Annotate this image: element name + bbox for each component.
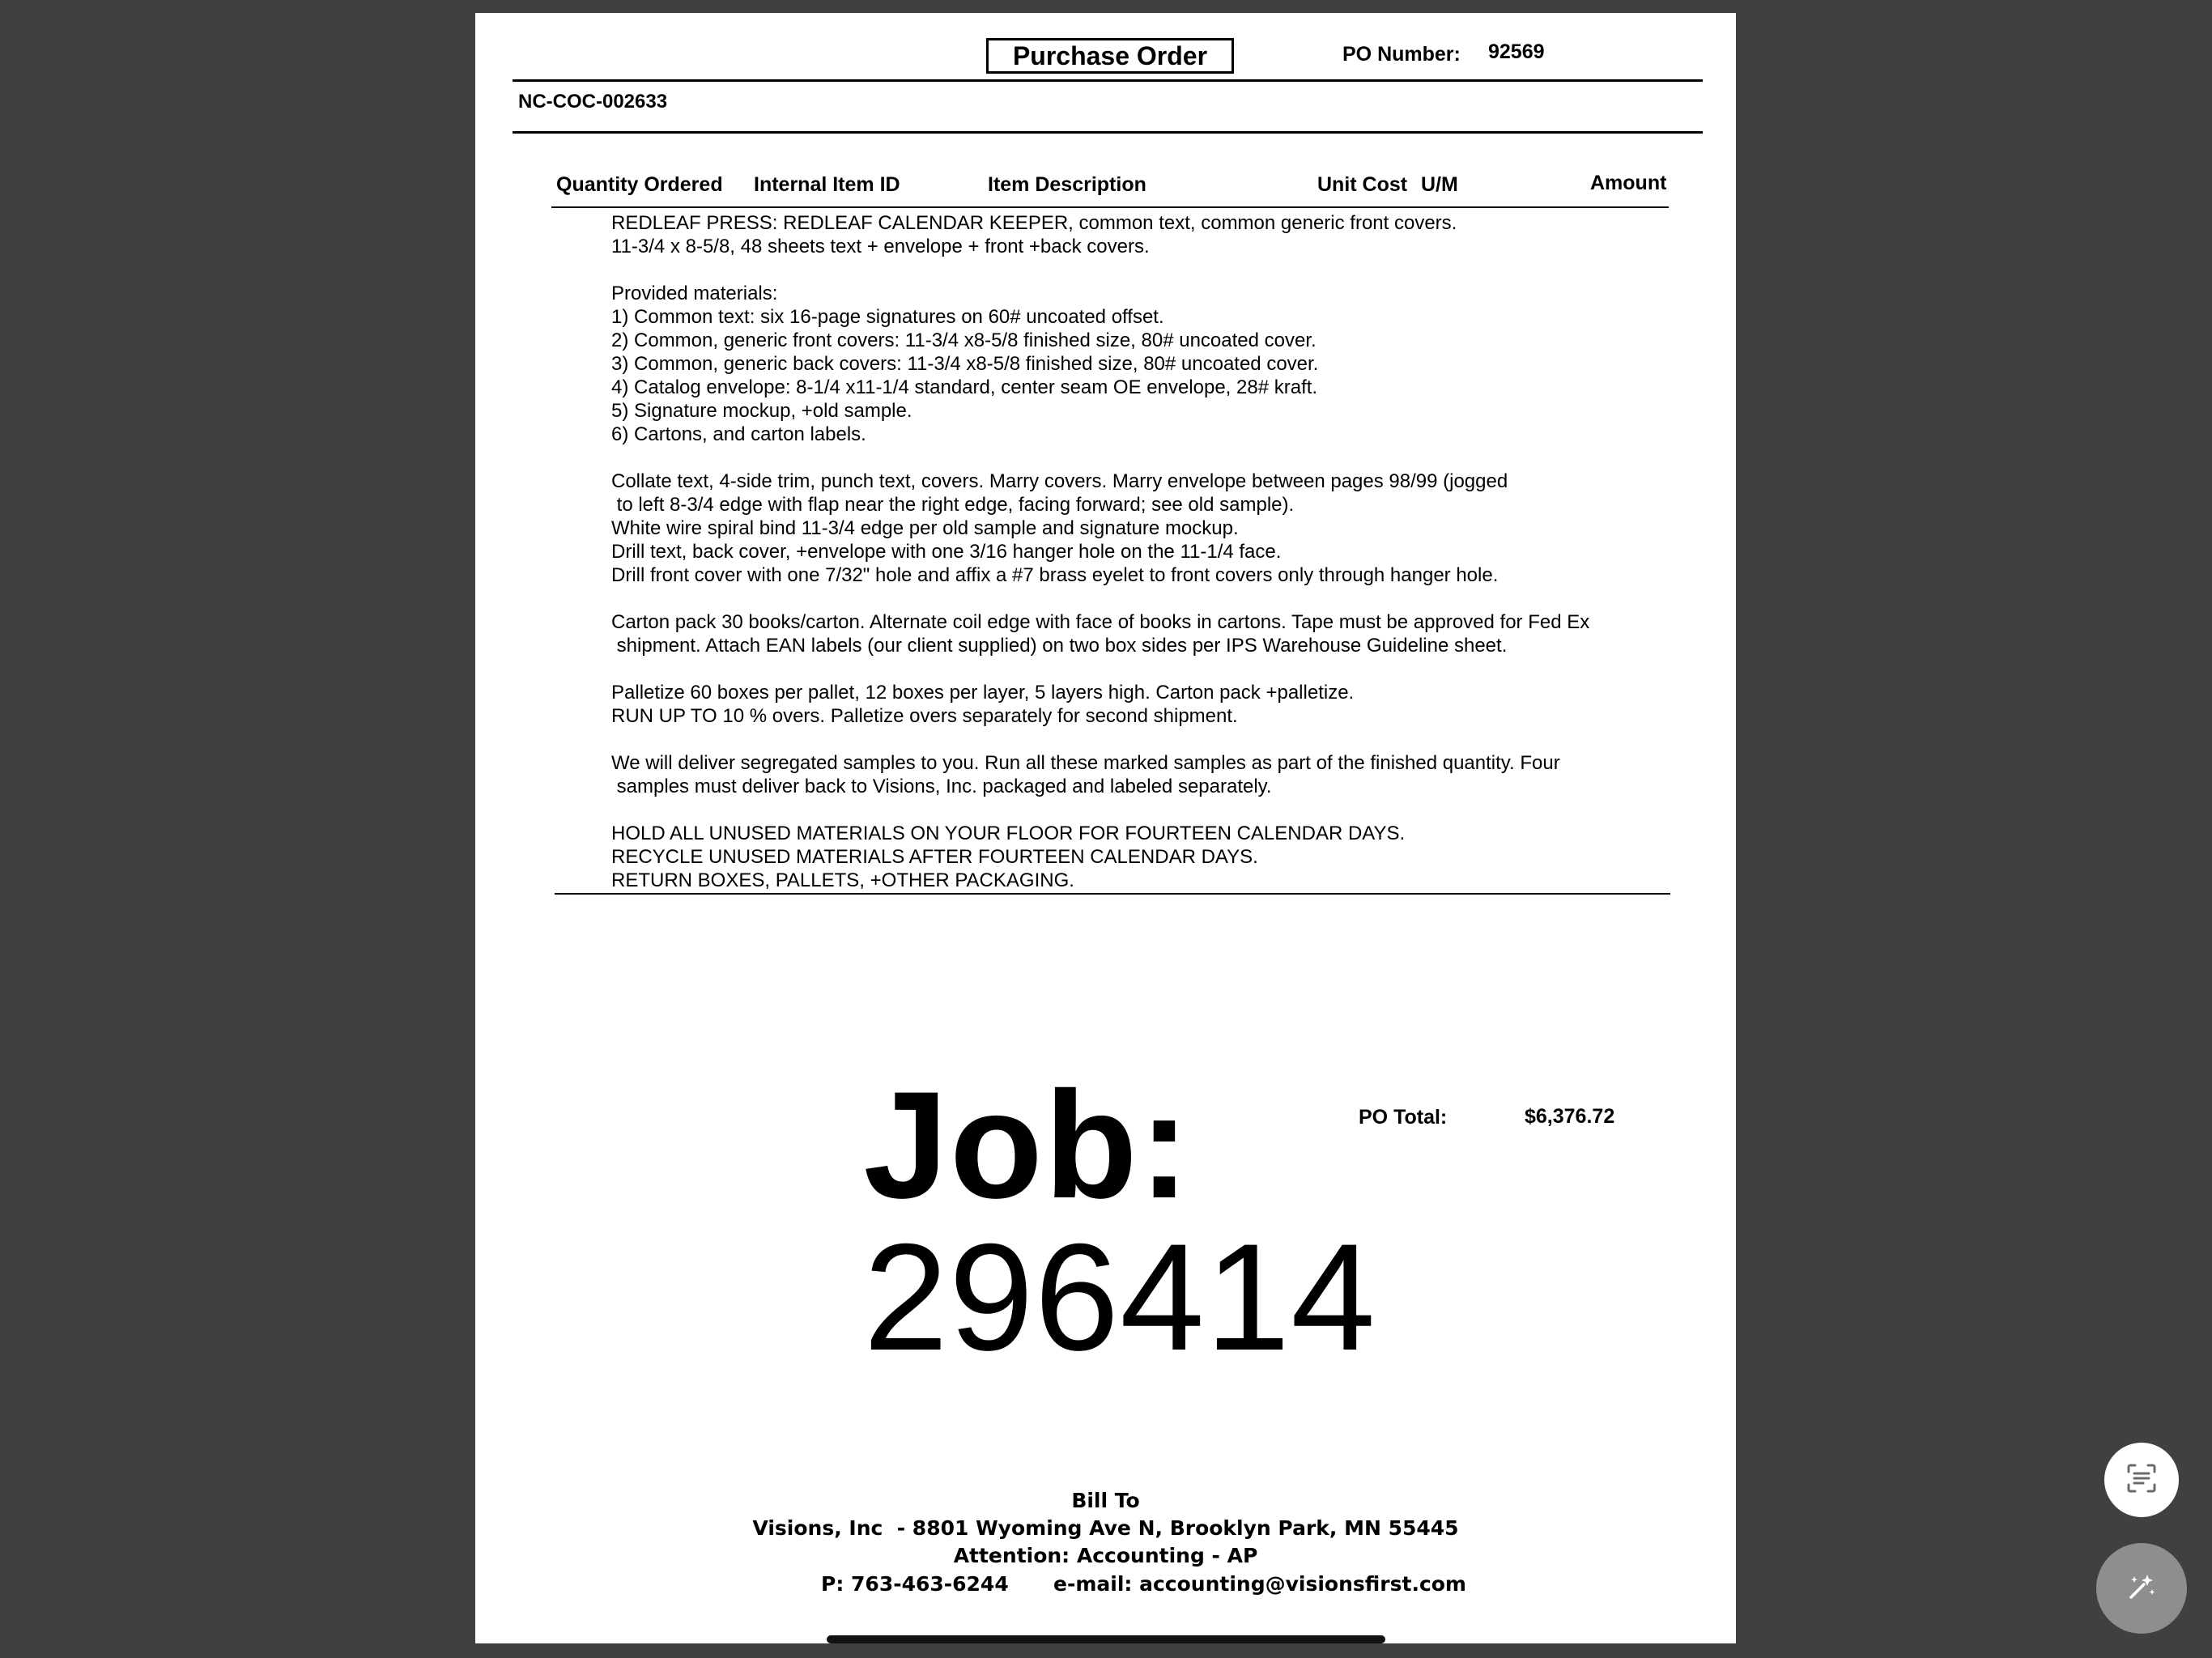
home-indicator[interactable] <box>827 1635 1385 1643</box>
description-line: HOLD ALL UNUSED MATERIALS ON YOUR FLOOR FOR FOURTEEN CALENDAR DAYS. <box>611 823 1406 844</box>
description-line: REDLEAF PRESS: REDLEAF CALENDAR KEEPER, common text, common generic front covers. <box>611 212 1457 234</box>
table-header-divider <box>551 206 1669 208</box>
column-header-description: Item Description <box>988 173 1146 196</box>
description-line <box>611 728 1664 751</box>
description-line <box>611 798 1664 822</box>
description-line: Drill text, back cover, +envelope with one 3/16 hanger hole on the 11-1/4 face. <box>611 541 1282 563</box>
description-line: RECYCLE UNUSED MATERIALS AFTER FOURTEEN CALENDAR DAYS. <box>611 846 1258 868</box>
bill-to-address: Visions, Inc - 8801 Wyoming Ave N, Brooklyn Park, MN 55445 <box>752 1516 1459 1540</box>
live-text-button[interactable] <box>2104 1443 2179 1517</box>
bill-to-phone: P: 763-463-6244 <box>821 1572 1009 1596</box>
column-header-amount: Amount <box>1590 172 1667 194</box>
description-line: 6) Cartons, and carton labels. <box>611 423 866 445</box>
column-header-unit-cost: Unit Cost <box>1317 173 1408 196</box>
description-line: 5) Signature mockup, +old sample. <box>611 400 912 422</box>
description-line: RETURN BOXES, PALLETS, +OTHER PACKAGING. <box>611 869 1074 891</box>
item-description <box>611 211 1664 892</box>
description-line: to left 8-3/4 edge with flap near the right edge, facing forward; see old sample). <box>611 494 1295 516</box>
visual-lookup-button[interactable] <box>2096 1543 2187 1634</box>
header-divider-top <box>513 79 1703 82</box>
description-divider <box>555 893 1670 895</box>
po-total-label: PO Total: <box>1359 1106 1448 1129</box>
job-number-stamp <box>600 916 1376 1525</box>
job-label: Job: <box>863 1060 1192 1230</box>
description-line: RUN UP TO 10 % overs. Palletize overs separately for second shipment. <box>611 705 1238 727</box>
job-number: 296414 <box>863 1212 1376 1382</box>
description-line: 4) Catalog envelope: 8-1/4 x11-1/4 standard, center seam OE envelope, 28# kraft. <box>611 376 1318 398</box>
po-number-value: 92569 <box>1488 40 1545 63</box>
description-line <box>611 657 1664 681</box>
column-header-internal-id: Internal Item ID <box>754 173 900 196</box>
document-page[interactable] <box>475 13 1736 1643</box>
header-divider-bottom <box>513 131 1703 134</box>
text-scan-icon <box>2125 1462 2158 1499</box>
bill-to-attention: Attention: Accounting - AP <box>953 1544 1258 1567</box>
description-line: samples must deliver back to Visions, Inc. packaged and labeled separately. <box>611 776 1272 797</box>
description-line: Collate text, 4-side trim, punch text, covers. Marry covers. Marry envelope between pages 98/99 (jogged <box>611 470 1508 492</box>
description-line <box>611 258 1664 282</box>
document-reference: NC-COC-002633 <box>518 91 668 113</box>
magic-wand-icon <box>2123 1568 2160 1609</box>
description-line <box>611 446 1664 470</box>
description-line: Carton pack 30 books/carton. Alternate coil edge with face of books in cartons. Tape must be approved for Fed Ex <box>611 611 1590 633</box>
description-line: 11-3/4 x 8-5/8, 48 sheets text + envelope + front +back covers. <box>611 236 1150 257</box>
description-line: Drill front cover with one 7/32" hole and affix a #7 brass eyelet to front covers only through hanger hole. <box>611 564 1499 586</box>
po-number-label: PO Number: <box>1342 43 1461 66</box>
description-line: 2) Common, generic front covers: 11-3/4 x8-5/8 finished size, 80# uncoated cover. <box>611 329 1317 351</box>
column-header-um: U/M <box>1421 173 1458 196</box>
description-line: shipment. Attach EAN labels (our client supplied) on two box sides per IPS Warehouse Guideline sheet. <box>611 635 1508 657</box>
description-line: White wire spiral bind 11-3/4 edge per old sample and signature mockup. <box>611 517 1239 539</box>
description-line <box>611 587 1664 610</box>
bill-to-heading: Bill To <box>1071 1489 1140 1512</box>
description-line: We will deliver segregated samples to you. Run all these marked samples as part of the finished quantity. Four <box>611 752 1560 774</box>
po-total-value: $6,376.72 <box>1525 1105 1615 1128</box>
column-header-quantity: Quantity Ordered <box>556 173 723 196</box>
description-line: 1) Common text: six 16-page signatures on 60# uncoated offset. <box>611 306 1164 328</box>
description-line: Palletize 60 boxes per pallet, 12 boxes per layer, 5 layers high. Carton pack +palletize. <box>611 682 1355 704</box>
description-line: 3) Common, generic back covers: 11-3/4 x8-5/8 finished size, 80# uncoated cover. <box>611 353 1319 375</box>
bill-to-email: e-mail: accounting@visionsfirst.com <box>1053 1572 1466 1596</box>
page-title: Purchase Order <box>986 38 1234 74</box>
description-line: Provided materials: <box>611 283 778 304</box>
